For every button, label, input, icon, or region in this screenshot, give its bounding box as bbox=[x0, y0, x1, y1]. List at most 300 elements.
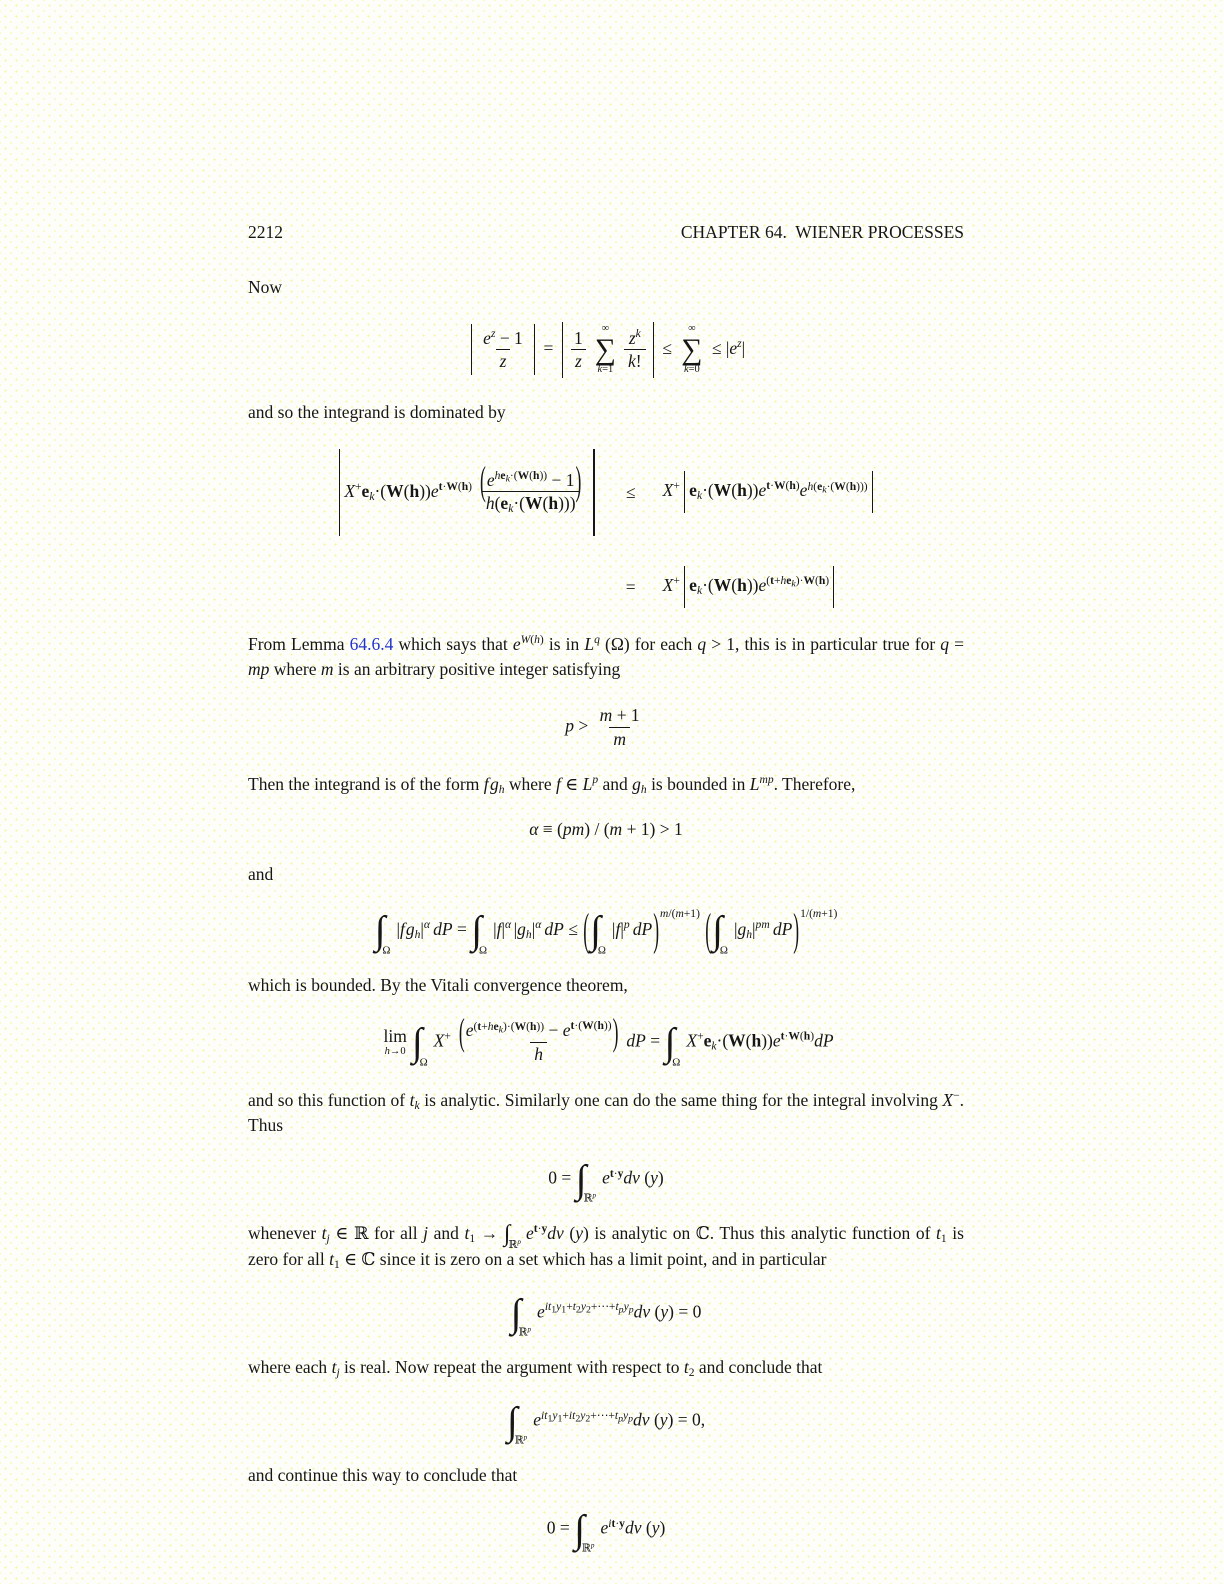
math-text: and conclude that bbox=[694, 1357, 823, 1378]
superscript bbox=[766, 481, 799, 493]
vertical-bar-delimiter bbox=[684, 471, 685, 513]
sum-sign: ∑ bbox=[594, 332, 616, 366]
eq-fourier-1 bbox=[248, 1290, 964, 1339]
math-text: Ω bbox=[719, 944, 728, 957]
math-vector: t bbox=[611, 1517, 616, 1530]
math-text: 2 bbox=[585, 1305, 591, 1317]
math-var: j bbox=[326, 1233, 330, 1246]
math-text: = bbox=[452, 918, 472, 939]
math-text: which says that bbox=[393, 634, 513, 655]
math-text: + bbox=[673, 480, 680, 493]
integral-lower-limit bbox=[583, 1192, 596, 1204]
math-text: + bbox=[773, 575, 781, 588]
math-text: +1) bbox=[683, 908, 700, 921]
math-var: k bbox=[628, 351, 636, 372]
math-var: k bbox=[683, 363, 689, 375]
math-text: | bbox=[501, 918, 505, 939]
fraction bbox=[479, 327, 527, 374]
math-var: dν bbox=[633, 1301, 651, 1322]
math-vector: W bbox=[713, 480, 732, 501]
sum-operator bbox=[681, 324, 702, 375]
math-text: )) bbox=[603, 1020, 612, 1033]
math-text: ℝ bbox=[581, 1543, 591, 1556]
superscript bbox=[505, 919, 511, 931]
fraction bbox=[454, 1008, 624, 1066]
math-vector: e bbox=[361, 480, 370, 501]
math-text: > 1, this is in particular true for bbox=[706, 634, 941, 655]
integral-operator bbox=[664, 1020, 684, 1068]
math-var: e bbox=[600, 1517, 609, 1538]
integral-lower-limit bbox=[515, 1435, 528, 1447]
math-text: is analytic. Similarly one can do the same thing for the integral involving bbox=[419, 1089, 943, 1110]
math-var: α bbox=[423, 919, 430, 932]
align-cell bbox=[663, 471, 877, 513]
math-text: ( bbox=[530, 634, 535, 647]
integral-sign: ∫ bbox=[471, 908, 482, 953]
math-vector: e bbox=[500, 493, 509, 514]
math-var: p bbox=[618, 1305, 624, 1317]
math-var: h bbox=[640, 784, 647, 797]
math-text: + bbox=[355, 480, 362, 493]
math-text: )) bbox=[539, 469, 548, 482]
integral-lower-limit bbox=[720, 945, 728, 956]
math-text: | bbox=[733, 918, 738, 939]
superscript bbox=[535, 919, 541, 931]
math-text: ))) bbox=[558, 493, 576, 514]
math-var: dν bbox=[633, 1409, 650, 1430]
math-var: mp bbox=[759, 774, 774, 787]
superscript bbox=[444, 1031, 451, 1043]
math-text: ℝ bbox=[514, 1434, 524, 1447]
superscript bbox=[541, 1409, 634, 1425]
math-text: is zero for all bbox=[248, 1223, 964, 1269]
para-integrand-form bbox=[248, 772, 964, 797]
math-text: ( bbox=[845, 480, 850, 493]
math-var: g bbox=[632, 774, 641, 795]
math-text: /( bbox=[668, 908, 676, 921]
math-text: is in bbox=[543, 634, 585, 655]
math-var: mp bbox=[248, 659, 270, 680]
vertical-bar-delimiter bbox=[593, 449, 594, 537]
math-var: L bbox=[582, 774, 593, 795]
math-var: t bbox=[683, 1357, 689, 1378]
math-text: 0 = bbox=[548, 1167, 576, 1188]
math-var: e bbox=[537, 1301, 545, 1322]
math-var: t bbox=[572, 1301, 576, 1314]
math-text: . Therefore, bbox=[773, 774, 856, 795]
math-text: →0 bbox=[389, 1046, 406, 1058]
math-text: ( bbox=[563, 1223, 576, 1244]
math-var: X bbox=[942, 1089, 954, 1110]
math-var: X bbox=[433, 1030, 445, 1051]
math-vector: y bbox=[541, 1223, 548, 1236]
math-vector: h bbox=[737, 480, 747, 501]
eq-zero-ty bbox=[248, 1156, 964, 1205]
superscript bbox=[439, 481, 472, 493]
math-text: | bbox=[396, 918, 400, 939]
math-text: | bbox=[611, 918, 616, 939]
math-text: and continue this way to conclude that bbox=[248, 1465, 518, 1486]
vertical-bar-delimiter bbox=[833, 566, 834, 608]
math-var: y bbox=[623, 1301, 629, 1314]
numerator bbox=[475, 456, 586, 503]
integral-lower-limit bbox=[582, 1543, 595, 1555]
superscript bbox=[473, 1020, 545, 1036]
math-var: y bbox=[623, 1409, 629, 1422]
math-var: z bbox=[628, 327, 636, 348]
math-text: · bbox=[770, 480, 774, 493]
math-text: 2 bbox=[688, 1367, 695, 1380]
math-var: t bbox=[936, 1223, 941, 1244]
math-var: dν bbox=[624, 1517, 642, 1538]
math-var: e bbox=[758, 575, 767, 596]
page-body bbox=[248, 275, 964, 1556]
math-var: p bbox=[592, 1191, 597, 1200]
superscript bbox=[608, 1518, 625, 1530]
math-text: ( bbox=[639, 1167, 651, 1188]
math-var: h bbox=[485, 493, 495, 514]
para-dominated bbox=[248, 400, 964, 425]
math-vector: h bbox=[548, 493, 559, 514]
math-vector: t bbox=[780, 1030, 785, 1043]
math-var: dP bbox=[772, 918, 793, 939]
integral-sign: ∫ bbox=[575, 1156, 587, 1201]
math-var: m bbox=[660, 908, 669, 921]
math-var: h bbox=[534, 1044, 544, 1065]
superscript bbox=[807, 480, 868, 496]
math-text: = bbox=[645, 1030, 665, 1051]
superscript bbox=[673, 481, 680, 493]
integral-lower-limit bbox=[518, 1326, 531, 1338]
math-var: f bbox=[615, 918, 621, 939]
math-vector: W bbox=[582, 1020, 594, 1033]
denominator bbox=[530, 1042, 547, 1066]
math-text: | bbox=[620, 918, 624, 939]
superscript bbox=[660, 908, 700, 920]
math-var: q bbox=[697, 634, 707, 655]
math-var: q bbox=[940, 634, 950, 655]
denominator bbox=[624, 349, 646, 373]
math-var: q bbox=[594, 634, 600, 647]
math-text: Ω bbox=[419, 1055, 428, 1068]
superscript bbox=[527, 1325, 531, 1333]
math-var: p bbox=[523, 1433, 528, 1442]
math-var: i bbox=[608, 1517, 612, 1530]
math-var: X bbox=[662, 480, 674, 501]
math-text: 0 = bbox=[546, 1517, 575, 1538]
integral-lower-limit bbox=[420, 1057, 428, 1068]
sum-lower-limit bbox=[684, 363, 700, 376]
eq-zero-ity bbox=[248, 1507, 964, 1556]
math-text: | bbox=[752, 918, 756, 939]
math-var: it bbox=[544, 1301, 552, 1314]
math-text: ℝ bbox=[508, 1238, 518, 1251]
math-var: k bbox=[696, 490, 703, 503]
math-text: ) bbox=[657, 1167, 664, 1188]
math-var: L bbox=[749, 774, 760, 795]
math-text: 1 bbox=[547, 1413, 553, 1425]
math-var: e bbox=[512, 634, 521, 655]
math-var: z bbox=[490, 327, 496, 340]
math-text: and so this function of bbox=[248, 1089, 410, 1110]
math-vector: e bbox=[689, 575, 697, 596]
math-text: 1 bbox=[469, 1233, 476, 1246]
left-paren-delimiter: ( bbox=[458, 1008, 465, 1053]
math-text: ∈ ℂ since it is zero on a set which has a limit point, and in particular bbox=[339, 1248, 827, 1269]
math-var: e bbox=[729, 337, 738, 358]
superscript bbox=[521, 634, 544, 646]
math-text: where each bbox=[248, 1357, 332, 1378]
math-text: = bbox=[539, 337, 558, 358]
math-text: · bbox=[615, 1517, 620, 1530]
superscript bbox=[524, 1434, 528, 1442]
math-var: h bbox=[498, 784, 505, 797]
math-text: ( bbox=[785, 480, 790, 493]
math-var: m bbox=[613, 728, 626, 749]
vertical-bar-delimiter bbox=[339, 449, 340, 537]
math-text: and bbox=[428, 1223, 465, 1244]
math-text: Ω bbox=[597, 944, 606, 957]
math-vector: y bbox=[619, 1517, 625, 1530]
math-text: )·( bbox=[503, 1020, 515, 1033]
integral-operator bbox=[506, 1398, 530, 1447]
math-var: k bbox=[498, 1024, 504, 1036]
math-text: ( bbox=[813, 480, 818, 493]
math-var: y bbox=[580, 1301, 586, 1314]
math-var: e bbox=[430, 480, 439, 501]
math-text: ( bbox=[473, 1020, 478, 1033]
left-paren-delimiter: ( bbox=[583, 902, 590, 955]
math-text: 1 bbox=[561, 1305, 567, 1317]
numerator bbox=[479, 327, 527, 350]
math-text: ℝ bbox=[518, 1326, 528, 1339]
math-var: t bbox=[331, 1357, 337, 1378]
math-text: ·( bbox=[826, 480, 835, 493]
math-var: g bbox=[517, 918, 526, 939]
math-text: ·( bbox=[509, 469, 518, 482]
math-var: X bbox=[662, 575, 674, 596]
math-text: | bbox=[493, 918, 497, 939]
superscript bbox=[759, 774, 773, 786]
math-var: h bbox=[780, 575, 787, 588]
numerator bbox=[625, 327, 645, 350]
math-text: ( bbox=[649, 1409, 660, 1430]
math-var: f bbox=[483, 774, 489, 795]
math-var: L bbox=[584, 634, 595, 655]
math-text: ( bbox=[650, 1301, 661, 1322]
integral-operator bbox=[575, 1156, 599, 1205]
math-text: | bbox=[531, 918, 536, 939]
math-var: k bbox=[508, 503, 514, 516]
sum-upper-limit: ∞ bbox=[601, 323, 610, 335]
para-now bbox=[248, 275, 964, 300]
math-var: dP bbox=[544, 918, 564, 939]
denominator bbox=[571, 349, 586, 373]
integral-sign: ∫ bbox=[574, 1507, 585, 1552]
lim-lower bbox=[385, 1045, 406, 1058]
math-vector: W bbox=[728, 1030, 746, 1051]
integral-operator bbox=[574, 1507, 597, 1556]
para-repeat bbox=[248, 1355, 964, 1380]
math-vector: t bbox=[477, 1020, 482, 1033]
math-text: + bbox=[562, 1409, 569, 1422]
math-var: t bbox=[329, 1248, 335, 1269]
math-text: is real. Now repeat the argument with respect to bbox=[339, 1357, 684, 1378]
math-text: and bbox=[598, 774, 633, 795]
math-var: dP bbox=[814, 1030, 834, 1051]
eq-domination-align bbox=[248, 449, 964, 609]
left-paren-delimiter: ( bbox=[480, 456, 486, 503]
left-paren-delimiter: ( bbox=[705, 902, 712, 955]
math-text: which is bounded. By the Vitali convergence theorem, bbox=[248, 974, 628, 995]
integral-sign: ∫ bbox=[506, 1398, 518, 1443]
math-text: Ω bbox=[479, 944, 488, 957]
integral-lower-limit bbox=[598, 945, 606, 956]
math-text: ! bbox=[635, 351, 642, 372]
math-text: ) = 0 bbox=[668, 1301, 702, 1322]
math-text: ·( bbox=[702, 575, 714, 596]
math-text: − bbox=[953, 1090, 960, 1103]
math-text: → bbox=[475, 1223, 504, 1244]
math-text: ( bbox=[641, 1517, 652, 1538]
math-text: ·( bbox=[513, 493, 525, 514]
integral-sign: ∫ bbox=[374, 908, 386, 953]
denominator bbox=[496, 349, 511, 373]
math-vector: W bbox=[713, 575, 732, 596]
math-text: ( bbox=[526, 1020, 530, 1033]
math-var: it bbox=[541, 1409, 548, 1422]
math-text: is bounded in bbox=[646, 774, 750, 795]
math-var: y bbox=[660, 1301, 669, 1322]
math-vector: h bbox=[818, 575, 826, 588]
integral-operator bbox=[590, 908, 609, 957]
math-var: e bbox=[602, 1167, 610, 1188]
math-var: j bbox=[336, 1367, 340, 1380]
math-text: + bbox=[444, 1030, 451, 1043]
sum-sign: ∑ bbox=[681, 332, 703, 366]
math-text: ) bbox=[468, 480, 473, 493]
math-var: y bbox=[556, 1301, 562, 1314]
math-var: α bbox=[504, 919, 512, 932]
math-text: ∈ bbox=[560, 774, 583, 795]
math-vector: h bbox=[803, 1030, 811, 1043]
vertical-bar-delimiter bbox=[471, 324, 472, 375]
math-text: ( bbox=[542, 493, 549, 514]
math-vector: y bbox=[617, 1167, 624, 1180]
numerator bbox=[454, 1008, 624, 1053]
math-text: ≤ bbox=[563, 918, 583, 939]
math-var: t bbox=[409, 1089, 415, 1110]
math-text: +⋯+ bbox=[590, 1409, 615, 1422]
lemma-ref-link[interactable]: 64.6.4 bbox=[349, 634, 394, 655]
sum-operator bbox=[595, 324, 616, 375]
math-var: dP bbox=[632, 918, 653, 939]
math-vector: t bbox=[533, 1223, 538, 1236]
math-var: pm bbox=[562, 819, 585, 840]
math-text: ) bbox=[539, 634, 544, 647]
math-text: · bbox=[537, 1223, 542, 1236]
para-vitali bbox=[248, 973, 964, 998]
math-text: ≤ bbox=[657, 337, 677, 358]
math-var: α bbox=[529, 819, 539, 840]
superscript bbox=[781, 1031, 814, 1043]
math-text: + 1) > 1 bbox=[622, 819, 683, 840]
math-var: m bbox=[675, 908, 684, 921]
vertical-bar-delimiter bbox=[562, 322, 563, 378]
math-text: and so the integrand is dominated by bbox=[248, 401, 506, 422]
math-vector: W bbox=[525, 493, 543, 514]
math-text: ( bbox=[593, 1020, 598, 1033]
vertical-bar-delimiter bbox=[684, 566, 685, 608]
math-var: p bbox=[517, 1237, 521, 1246]
math-vector: h bbox=[849, 480, 857, 493]
math-var: f bbox=[496, 918, 502, 939]
integral-sign: ∫ bbox=[664, 1020, 676, 1065]
vertical-bar-delimiter bbox=[872, 471, 873, 513]
math-var: e bbox=[772, 1030, 781, 1051]
superscript bbox=[636, 328, 641, 340]
math-var: dν bbox=[623, 1167, 640, 1188]
integral-operator bbox=[411, 1020, 431, 1068]
math-var: it bbox=[568, 1409, 576, 1422]
math-var: p bbox=[592, 774, 599, 787]
superscript bbox=[424, 919, 430, 931]
math-var: p bbox=[623, 919, 630, 932]
integral-operator bbox=[510, 1290, 534, 1339]
math-var: e bbox=[758, 480, 767, 501]
numerator bbox=[596, 704, 644, 727]
math-vector: h bbox=[533, 469, 540, 482]
right-paren-delimiter: ) bbox=[612, 1008, 619, 1053]
math-vector: h bbox=[597, 1020, 604, 1033]
superscript bbox=[494, 469, 548, 485]
math-var: e bbox=[533, 1409, 542, 1430]
math-var: dP bbox=[626, 1030, 646, 1051]
chapter-title: CHAPTER 64. WIENER PROCESSES bbox=[680, 222, 964, 242]
math-var: h bbox=[807, 480, 814, 493]
math-vector: W bbox=[517, 469, 530, 482]
sum-lower-limit bbox=[597, 363, 613, 376]
integral-sign: ∫ bbox=[712, 908, 723, 953]
math-var: e bbox=[483, 327, 491, 348]
math-text: Ω bbox=[672, 1055, 681, 1068]
math-var: e bbox=[799, 480, 808, 501]
math-text: ) bbox=[795, 480, 800, 493]
para-analytic bbox=[248, 1088, 964, 1138]
math-var: e bbox=[465, 1020, 474, 1041]
math-vector: e bbox=[500, 469, 506, 482]
math-text: )) bbox=[746, 480, 759, 501]
math-vector: h bbox=[737, 575, 747, 596]
math-vector: W bbox=[514, 1020, 527, 1033]
math-var: p bbox=[628, 1305, 634, 1317]
eq-fourier-2 bbox=[248, 1398, 964, 1447]
math-text: Ω bbox=[382, 944, 391, 957]
math-text: ≡ ( bbox=[538, 819, 563, 840]
math-text: = bbox=[949, 634, 964, 655]
math-var: y bbox=[552, 1409, 558, 1422]
math-text: − 1 bbox=[547, 469, 575, 490]
math-vector: e bbox=[689, 480, 697, 501]
math-text: )· bbox=[795, 575, 804, 588]
denominator bbox=[482, 491, 580, 516]
math-text: 1/( bbox=[800, 908, 813, 921]
math-var: z bbox=[737, 337, 742, 350]
math-var: z bbox=[575, 351, 582, 372]
math-vector: e bbox=[703, 1030, 712, 1051]
math-text: ( bbox=[529, 469, 534, 482]
math-var: h bbox=[384, 1046, 390, 1058]
